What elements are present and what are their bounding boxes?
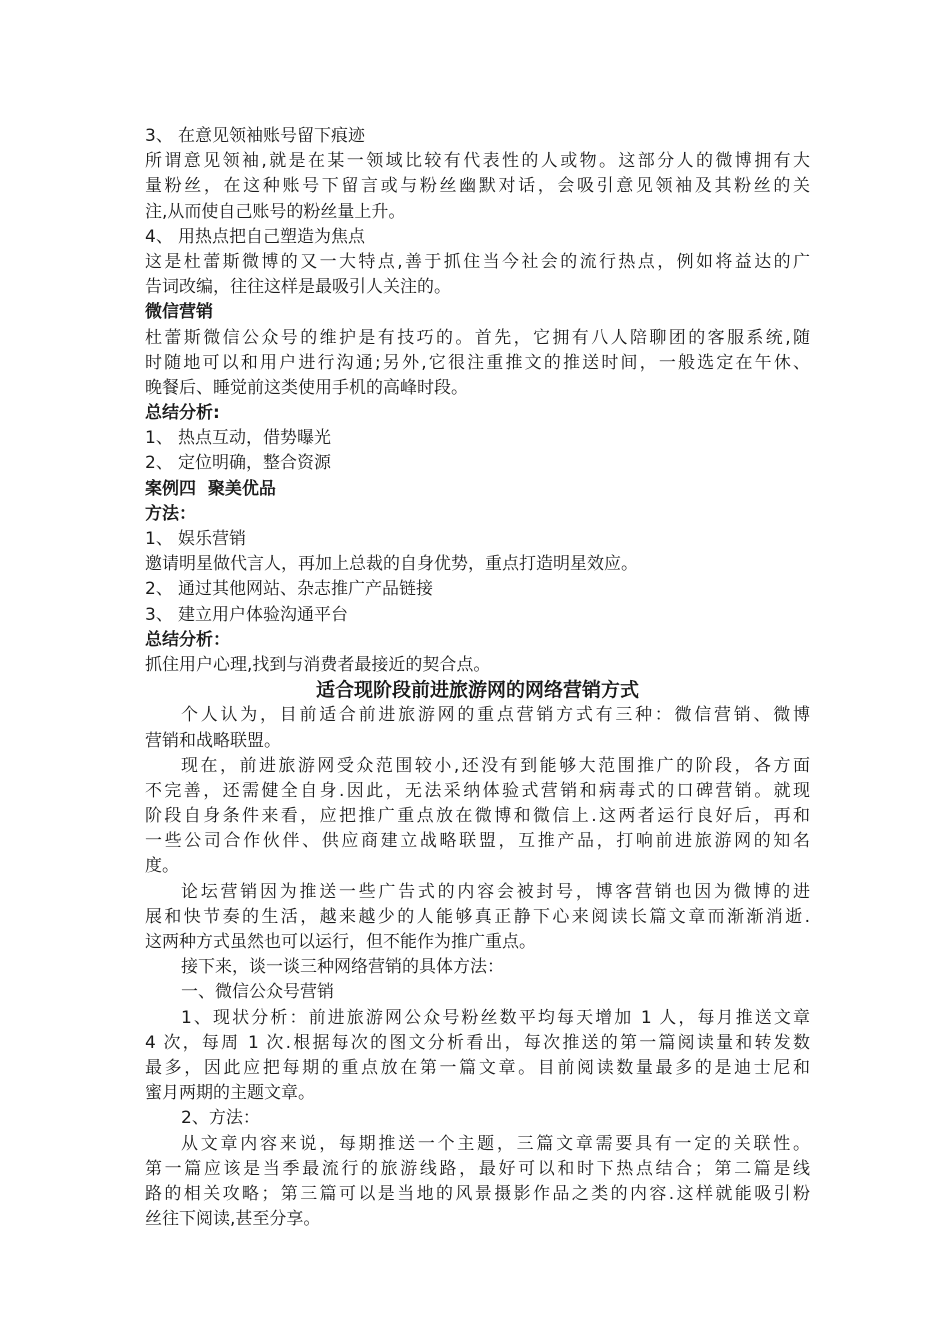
- page-title: 适合现阶段前进旅游网的网络营销方式: [315, 679, 639, 702]
- paragraph-line: 现在，前进旅游网受众范围较小,还没有到能够大范围推广的阶段，各方面: [181, 755, 810, 776]
- document-page: [145, 124, 810, 1232]
- section-heading: 总结分析：: [145, 629, 230, 650]
- list-text: 建立用户体验沟通平台: [178, 604, 348, 625]
- section-heading: 微信营销: [145, 302, 213, 323]
- paragraph-line: 个人认为，目前适合前进旅游网的重点营销方式有三种：微信营销、微博: [181, 705, 810, 726]
- section-heading: 案例四 聚美优品: [145, 478, 276, 499]
- list-text: 热点互动，借势曝光: [178, 428, 331, 449]
- list-text: 通过其他网站、杂志推广产品链接: [178, 579, 433, 600]
- paragraph-line: 晚餐后、睡觉前这类使用手机的高峰时段。: [145, 377, 468, 398]
- paragraph-line: 时随地可以和用户进行沟通;另外,它很注重推文的推送时间，一般选定在午休、: [145, 352, 810, 373]
- paragraph-line: 这两种方式虽然也可以运行，但不能作为推广重点。: [145, 932, 536, 952]
- paragraph-line: 这是杜蕾斯微博的又一大特点,善于抓住当今社会的流行热点，例如将益达的广: [145, 251, 810, 272]
- list-number: 1、: [145, 428, 173, 449]
- paragraph-line: 抓住用户心理,找到与消费者最接近的契合点。: [145, 654, 491, 675]
- paragraph-line: 邀请明星做代言人，再加上总裁的自身优势，重点打造明星效应。: [145, 554, 638, 575]
- paragraph-line: 从文章内容来说，每期推送一个主题，三篇文章需要具有一定的关联性。: [181, 1133, 810, 1154]
- list-item: [145, 527, 810, 552]
- paragraph-line: 1、现状分析：前进旅游网公众号粉丝数平均每天增加 1 人，每月推送文章: [181, 1007, 810, 1028]
- list-text: 在意见领袖账号留下痕迹: [178, 126, 365, 146]
- paragraph-line: 一些公司合作伙伴、供应商建立战略联盟，互推产品，打响前进旅游网的知名: [145, 831, 810, 852]
- list-item: [145, 225, 810, 250]
- list-item: [145, 577, 810, 602]
- list-item: [145, 603, 810, 628]
- paragraph-line: 最多，因此应把每期的重点放在第一篇文章。目前阅读数量最多的是迪士尼和: [145, 1057, 810, 1078]
- paragraph-line: 4 次，每周 1 次.根据每次的图文分析看出，每次推送的第一篇阅读量和转发数: [145, 1032, 810, 1053]
- paragraph-line: 营销和战略联盟。: [145, 730, 281, 751]
- list-item: [145, 124, 810, 149]
- list-number: 1、: [145, 529, 173, 549]
- list-text: 用热点把自己塑造为焦点: [178, 226, 365, 247]
- subsection-heading: 一、微信公众号营销: [181, 982, 334, 1003]
- section-heading: 总结分析:: [145, 403, 220, 424]
- paragraph-line: 丝往下阅读,甚至分享。: [145, 1209, 321, 1230]
- list-text: 娱乐营销: [178, 529, 246, 549]
- paragraph-line: 接下来，谈一谈三种网络营销的具体方法：: [181, 957, 504, 978]
- paragraph-line: 量粉丝，在这种账号下留言或与粉丝幽默对话，会吸引意见领袖及其粉丝的关: [145, 176, 810, 197]
- list-text: 定位明确，整合资源: [178, 453, 331, 474]
- paragraph-line: 展和快节奏的生活，越来越少的人能够真正静下心来阅读长篇文章而渐渐消逝.: [145, 906, 810, 927]
- list-number: 3、: [145, 604, 173, 625]
- paragraph-line: 不完善，还需健全自身.因此，无法采纳体验式营销和病毒式的口碑营销。就现: [145, 780, 810, 801]
- paragraph-line: 度。: [145, 856, 179, 877]
- paragraph-line: 蜜月两期的主题文章。: [145, 1083, 315, 1104]
- paragraph-line: 论坛营销因为推送一些广告式的内容会被封号，博客营销也因为微博的进: [181, 881, 810, 902]
- list-number: 3、: [145, 126, 173, 146]
- list-number: 4、: [145, 226, 173, 247]
- paragraph-line: 注,从而使自己账号的粉丝量上升。: [145, 201, 406, 222]
- list-number: 2、: [145, 579, 173, 600]
- section-heading: 方法：: [145, 503, 196, 524]
- paragraph-line: 告词改编，往往这样是最吸引人关注的。: [145, 277, 451, 298]
- paragraph-line: 阶段自身条件来看，应把推广重点放在微博和微信上.这两者运行良好后，再和: [145, 806, 810, 827]
- paragraph-line: 所谓意见领袖,就是在某一领域比较有代表性的人或物。这部分人的微博拥有大: [145, 151, 810, 172]
- paragraph-line: 第一篇应该是当季最流行的旅游线路，最好可以和时下热点结合；第二篇是线: [145, 1158, 810, 1179]
- list-number: 2、: [145, 453, 173, 474]
- paragraph-line: 路的相关攻略；第三篇可以是当地的风景摄影作品之类的内容.这样就能吸引粉: [145, 1183, 810, 1204]
- subsection-heading: 2、方法：: [181, 1108, 260, 1129]
- list-item: [145, 451, 810, 476]
- paragraph-line: 杜蕾斯微信公众号的维护是有技巧的。首先，它拥有八人陪聊团的客服系统,随: [145, 327, 810, 348]
- list-item: [145, 426, 810, 451]
